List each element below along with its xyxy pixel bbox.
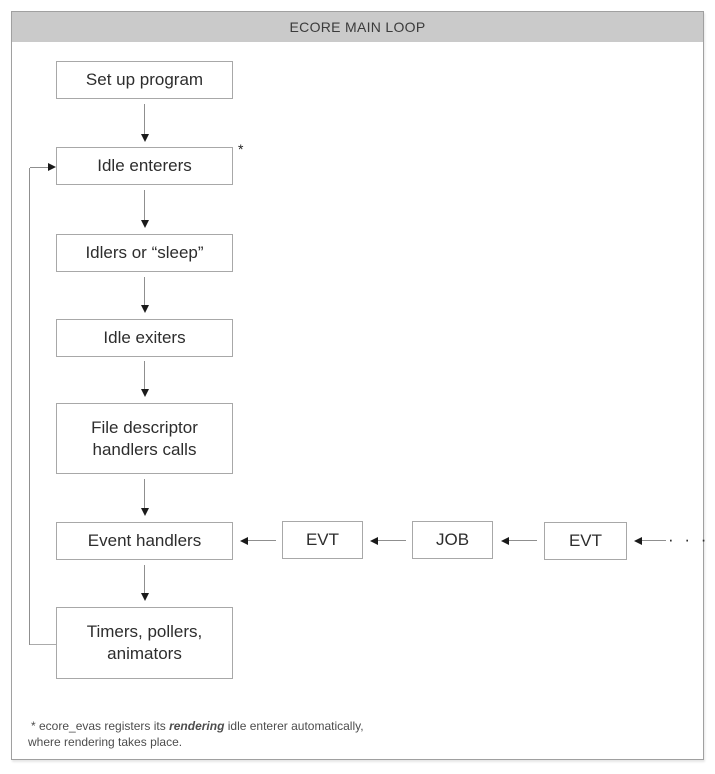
node-timers-pollers-animators <box>56 607 233 679</box>
node-idle-exiters <box>56 319 233 357</box>
node-label: Idle enterers <box>97 156 192 175</box>
node-label: File descriptor handlers calls <box>91 417 198 459</box>
arrow-left-icon <box>240 537 248 545</box>
node-label: Set up program <box>85 70 204 89</box>
arrow-down-line <box>144 190 145 220</box>
arrow-down-line <box>144 361 145 389</box>
node-label: Idle exiters <box>103 328 186 347</box>
node-event-handlers <box>56 522 233 560</box>
arrow-down-icon <box>141 389 149 397</box>
footnote-line-1 <box>28 718 488 734</box>
node-file-descriptor-handlers <box>56 403 233 474</box>
arrow-left-line <box>642 540 666 541</box>
arrow-left-line <box>509 540 537 541</box>
node-idlers-or-sleep <box>56 234 233 272</box>
page-title: ECORE MAIN LOOP <box>289 19 426 35</box>
footnote-emphasis: rendering <box>169 719 225 733</box>
arrow-down-icon <box>141 508 149 516</box>
footnote <box>28 718 488 750</box>
arrow-down-icon <box>141 134 149 142</box>
footnote-suffix: idle enterer automatically, <box>224 719 364 733</box>
arrow-left-icon <box>634 537 642 545</box>
arrow-down-line <box>144 565 145 593</box>
node-label: EVT <box>305 530 340 549</box>
loop-line-bottom <box>29 644 56 645</box>
title-bar <box>12 12 703 42</box>
arrow-down-icon <box>141 220 149 228</box>
node-job <box>412 521 493 559</box>
node-set-up-program <box>56 61 233 99</box>
node-label: Timers, pollers, animators <box>86 622 203 663</box>
node-label: EVT <box>568 531 603 550</box>
asterisk-marker: * <box>238 141 244 157</box>
arrow-down-icon <box>141 305 149 313</box>
arrow-left-icon <box>501 537 509 545</box>
arrow-down-icon <box>141 593 149 601</box>
node-label: Idlers or “sleep” <box>85 243 204 262</box>
arrow-down-line <box>144 104 145 134</box>
node-evt-2 <box>544 522 627 560</box>
node-label: Event handlers <box>87 531 202 550</box>
loop-line-top <box>30 167 49 168</box>
arrow-left-line <box>378 540 406 541</box>
node-evt-1 <box>282 521 363 559</box>
node-idle-enterers <box>56 147 233 185</box>
footnote-prefix: * ecore_evas registers its <box>31 719 170 733</box>
arrow-down-line <box>144 277 145 305</box>
loop-line-vertical <box>29 168 30 645</box>
chain-ellipsis: · · · <box>668 530 710 549</box>
arrow-left-icon <box>370 537 378 545</box>
arrow-right-icon <box>48 163 56 171</box>
footnote-line-2: where rendering takes place. <box>28 735 183 749</box>
arrow-down-line <box>144 479 145 508</box>
arrow-left-line <box>248 540 276 541</box>
node-label: JOB <box>435 530 470 549</box>
